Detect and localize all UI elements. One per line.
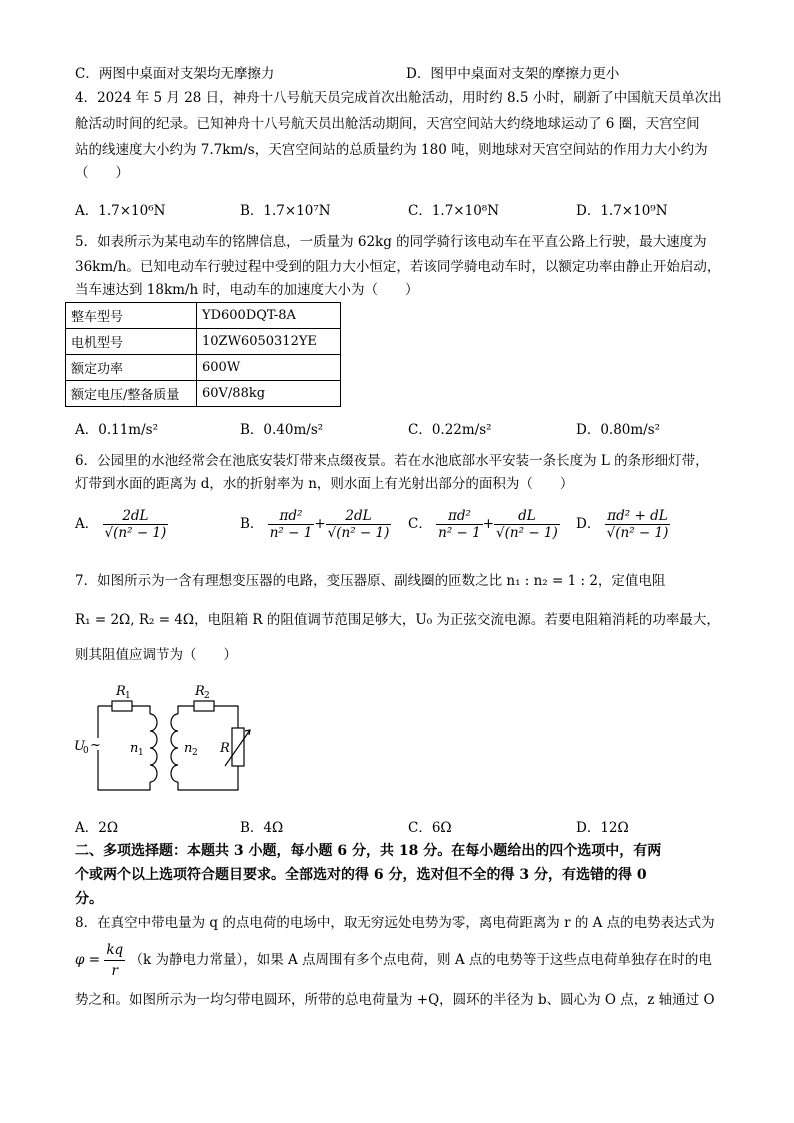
table-row	[66, 303, 341, 329]
svg-text:1: 1	[125, 691, 131, 701]
label-n2: n	[184, 741, 193, 756]
resistor-r1	[112, 701, 132, 711]
svg-text:0: 0	[83, 746, 89, 756]
q7-option-a: A．2Ω	[75, 820, 119, 836]
q6-option-c: C． $\frac{\text{πd²}}{\text{n² − 1}}$ + $\frac{dL}{\text{√(n² − 1)}}$	[408, 508, 558, 541]
ac-source-symbol: ~	[90, 738, 101, 753]
q6-stem-line1: 6．公园里的水池经常会在池底安装灯带来点缀夜景。若在水池底部水平安装一条长度为 L 的条形细灯带，	[75, 453, 709, 469]
q8-stem-line1: 8．在真空中带电量为 q 的点电荷的电场中，取无穷远处电势为零，离电荷距离为 r 的 A 点的电势表达式为	[75, 915, 715, 931]
label-u0: U	[74, 739, 85, 754]
label-n1: n	[130, 741, 139, 756]
table-cell: 额定功率	[66, 355, 197, 381]
q4-option-d: D．1.7×10⁹N	[576, 203, 668, 219]
svg-text:2: 2	[204, 691, 210, 701]
q5-stem-line1: 5．如表所示为某电动车的铭牌信息，一质量为 62kg 的同学骑行该电动车在平直公路上行驶，最大速度为	[75, 234, 707, 250]
q5-option-a: A．0.11m/s²	[75, 422, 158, 438]
q5-stem-line3: 当车速达到 18km/h 时，电动车的加速度大小为（ ）	[75, 282, 419, 298]
table-cell: 额定电压/整备质量	[66, 381, 197, 407]
q6-option-b: B． $\frac{\text{πd²}}{\text{n² − 1}}$ + $\frac{2dL}{\text{√(n² − 1)}}$	[240, 508, 390, 541]
transformer-circuit-diagram	[70, 678, 255, 808]
q4-option-c: C．1.7×10⁸N	[408, 203, 500, 219]
svg-text:1: 1	[138, 748, 144, 758]
q4-option-a: A．1.7×10⁶N	[75, 203, 166, 219]
table-row	[66, 329, 341, 355]
svg-text:2: 2	[192, 748, 198, 758]
q4-stem-line2: 舱活动时间的纪录。已知神舟十八号航天员出舱活动期间，天宫空间站大约绕地球运动了 6 圈，天宫空间	[75, 116, 700, 132]
secondary-coil	[171, 714, 178, 782]
table-cell: 60V/88kg	[197, 381, 341, 407]
q5-option-b: B．0.40m/s²	[240, 422, 324, 438]
q5-stem-line2: 36km/h。已知电动车行驶过程中受到的阻力大小恒定，若该同学骑电动车时，以额定功率由静止开始启动，	[75, 259, 721, 275]
q6-option-a: A． $\frac{2dL}{\text{√(n² − 1)}}$	[75, 508, 167, 541]
q5-option-c: C．0.22m/s²	[408, 422, 492, 438]
table-row	[66, 381, 341, 407]
primary-coil	[150, 714, 157, 782]
q3-option-d: D．图甲中桌面对支架的摩擦力更小	[406, 66, 620, 82]
potential-formula: $\frac{kq}{r}$	[106, 942, 124, 979]
label-r2: R	[195, 684, 205, 699]
q4-stem-line1: 4．2024 年 5 月 28 日，神舟十八号航天员完成首次出舱活动，用时约 8.5 小时，刷新了中国航天员单次出	[75, 90, 722, 106]
q3-option-c: C．两图中桌面对支架均无摩擦力	[75, 66, 275, 82]
section-heading-line2: 个或两个以上选项符合题目要求。全部选对的得 6 分，选对但不全的得 3 分，有选错的得 0	[75, 867, 647, 883]
q8-stem-line2: φ = $\frac{kq}{r}$ （k 为静电力常量），如果 A 点周围有多个点电荷，则 A 点的电势等于这些点电荷单独存在时的电	[75, 942, 712, 979]
nameplate-table	[65, 302, 341, 407]
q5-option-d: D．0.80m/s²	[576, 422, 661, 438]
table-cell: YD600DQT-8A	[197, 303, 341, 329]
q4-option-b: B．1.7×10⁷N	[240, 203, 331, 219]
label-r: R	[220, 741, 230, 756]
table-cell: 10ZW6050312YE	[197, 329, 341, 355]
q6-option-d: D． $\frac{\text{πd² + dL}}{\text{√(n² − 1)}}$	[576, 508, 669, 541]
q7-stem-line2: R₁ = 2Ω, R₂ = 4Ω，电阻箱 R 的阻值调节范围足够大，U₀ 为正弦交流电源。若要电阻箱消耗的功率最大，	[75, 612, 720, 628]
q8-stem-line3: 势之和。如图所示为一均匀带电圆环，所带的总电荷量为 +Q，圆环的半径为 b、圆心为 O 点，z 轴通过 O	[75, 992, 715, 1008]
section-heading-line3: 分。	[75, 891, 103, 907]
table-cell: 整车型号	[66, 303, 197, 329]
q6-stem-line2: 灯带到水面的距离为 d，水的折射率为 n，则水面上有光射出部分的面积为（ ）	[75, 476, 574, 492]
label-r1: R	[116, 684, 126, 699]
q7-option-b: B．4Ω	[240, 820, 284, 836]
table-cell: 电机型号	[66, 329, 197, 355]
q7-option-d: D．12Ω	[576, 820, 629, 836]
table-row	[66, 355, 341, 381]
section-heading-line1: 二、多项选择题：本题共 3 小题，每小题 6 分，共 18 分。在每小题给出的四个选项中，有两	[75, 843, 662, 859]
resistor-r2	[194, 701, 214, 711]
q4-stem-line3: 站的线速度大小约为 7.7km/s，天宫空间站的总质量约为 180 吨，则地球对天宫空间站的作用力大小约为	[75, 142, 708, 158]
table-cell: 600W	[197, 355, 341, 381]
q4-stem-line4: （ ）	[75, 165, 129, 181]
q7-option-c: C．6Ω	[408, 820, 452, 836]
q7-stem-line3: 则其阻值应调节为（ ）	[75, 647, 237, 663]
q7-stem-line1: 7．如图所示为一含有理想变压器的电路，变压器原、副线圈的匝数之比 n₁ : n₂ = 1 : 2，定值电阻	[75, 573, 666, 589]
